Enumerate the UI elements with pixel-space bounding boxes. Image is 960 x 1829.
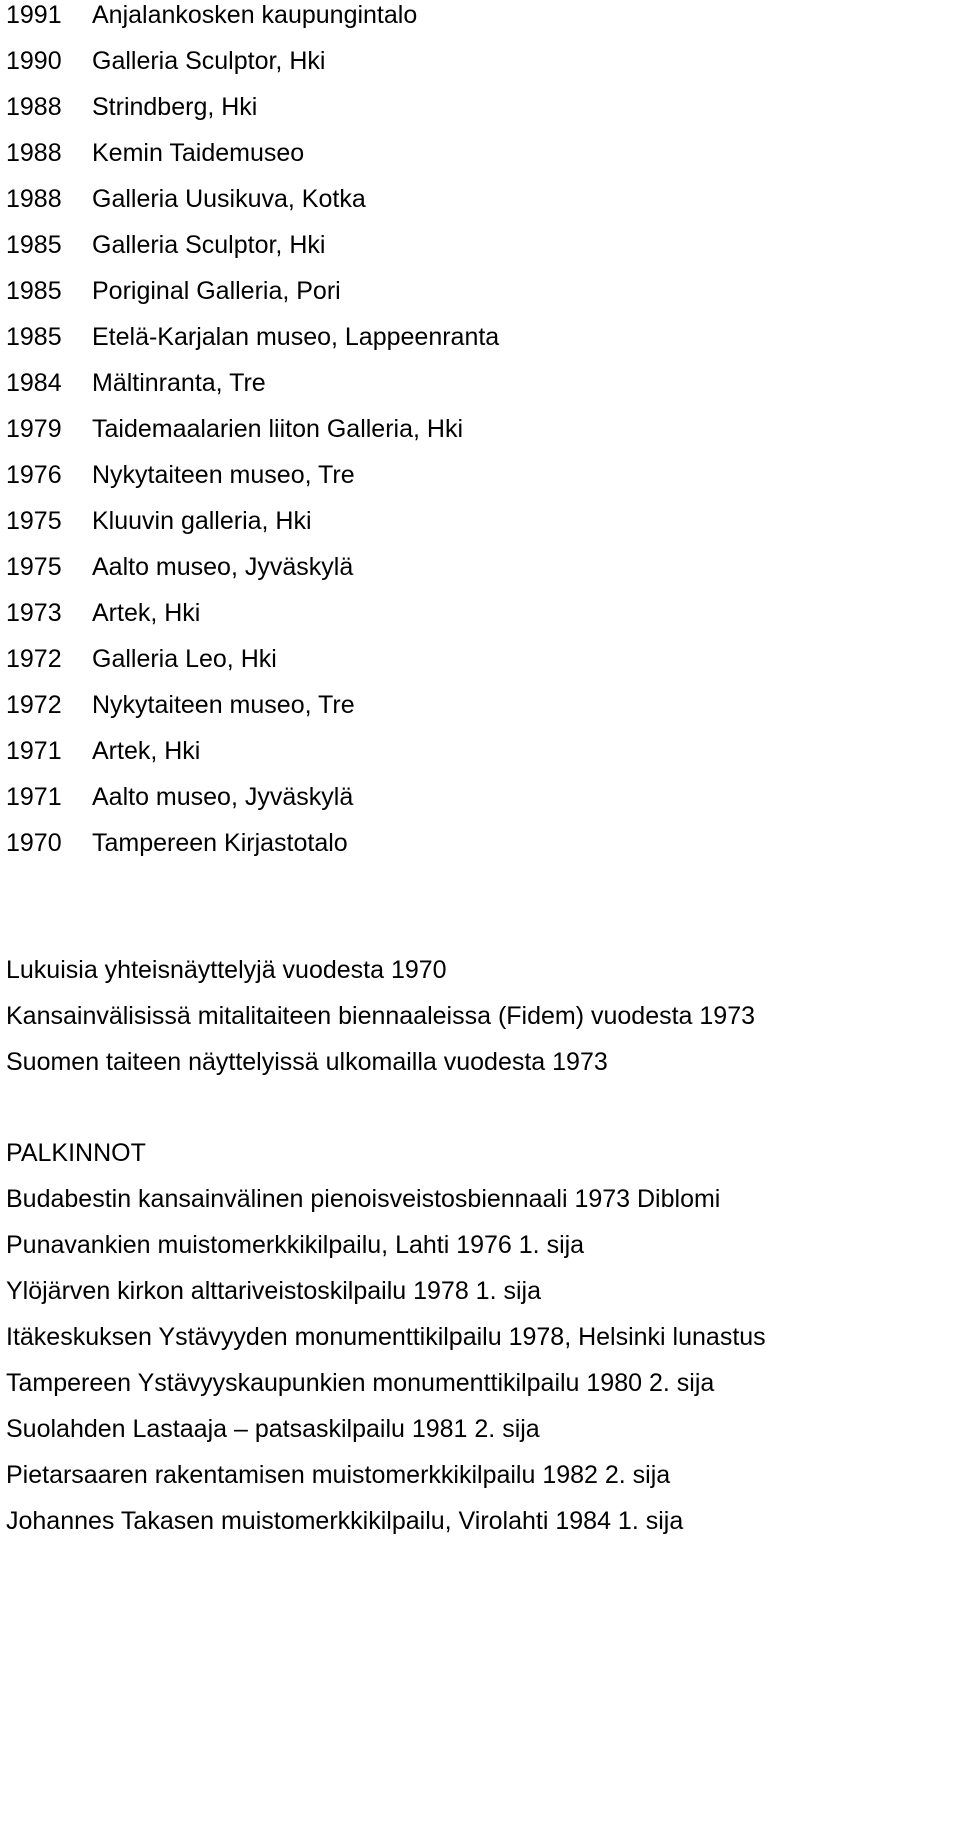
exhibition-line [6,552,353,582]
exhibition-year: 1985 [6,277,62,305]
exhibition-line [6,782,353,812]
exhibition-year: 1979 [6,415,62,443]
exhibition-venue: Anjalankosken kaupungintalo [92,1,418,29]
exhibition-year: 1975 [6,553,62,581]
exhibition-venue: Galleria Leo, Hki [92,645,277,673]
exhibition-line [6,46,325,76]
exhibition-venue: Aalto museo, Jyväskylä [92,783,354,811]
exhibition-line [6,368,266,398]
award-item: Itäkeskuksen Ystävyyden monumenttikilpailu 1978, Helsinki lunastus [6,1323,766,1351]
exhibition-line [6,644,277,674]
exhibition-line [6,0,417,30]
exhibition-line [6,460,355,490]
group-exhibitions-line: Suomen taiteen näyttelyissä ulkomailla vuodesta 1973 [6,1048,608,1076]
exhibition-venue: Kluuvin galleria, Hki [92,507,312,535]
exhibition-line [6,690,355,720]
exhibition-venue: Mältinranta, Tre [92,369,266,397]
exhibition-year: 1975 [6,507,62,535]
exhibition-line [6,736,200,766]
exhibition-venue: Galleria Sculptor, Hki [92,47,326,75]
award-item: Budabestin kansainvälinen pienoisveistosbiennaali 1973 Diblomi [6,1185,721,1213]
exhibition-line [6,138,304,168]
exhibition-line [6,828,348,858]
award-item: Suolahden Lastaaja – patsaskilpailu 1981 2. sija [6,1415,540,1443]
exhibition-venue: Aalto museo, Jyväskylä [92,553,354,581]
exhibition-venue: Nykytaiteen museo, Tre [92,691,355,719]
exhibition-line [6,276,341,306]
exhibition-line [6,92,257,122]
exhibition-year: 1972 [6,645,62,673]
award-item: Punavankien muistomerkkikilpailu, Lahti 1976 1. sija [6,1231,585,1259]
exhibition-year: 1991 [6,1,62,29]
exhibition-year: 1971 [6,783,62,811]
exhibition-venue: Galleria Sculptor, Hki [92,231,326,259]
exhibition-year: 1988 [6,185,62,213]
exhibition-year: 1988 [6,139,62,167]
exhibition-line [6,414,463,444]
exhibition-year: 1971 [6,737,62,765]
exhibition-venue: Kemin Taidemuseo [92,139,305,167]
exhibition-venue: Galleria Uusikuva, Kotka [92,185,366,213]
awards-heading: PALKINNOT [6,1139,146,1167]
exhibition-year: 1973 [6,599,62,627]
exhibition-venue: Etelä-Karjalan museo, Lappeenranta [92,323,500,351]
exhibition-line [6,322,499,352]
exhibition-venue: Taidemaalarien liiton Galleria, Hki [92,415,463,443]
group-exhibitions-line: Lukuisia yhteisnäyttelyjä vuodesta 1970 [6,956,447,984]
award-item: Ylöjärven kirkon alttariveistoskilpailu 1978 1. sija [6,1277,541,1305]
exhibition-venue: Nykytaiteen museo, Tre [92,461,355,489]
exhibition-year: 1984 [6,369,62,397]
exhibition-year: 1985 [6,323,62,351]
award-item: Tampereen Ystävyyskaupunkien monumenttikilpailu 1980 2. sija [6,1369,715,1397]
exhibition-venue: Artek, Hki [92,737,201,765]
award-item: Johannes Takasen muistomerkkikilpailu, Virolahti 1984 1. sija [6,1507,684,1535]
exhibition-line [6,230,325,260]
exhibition-year: 1972 [6,691,62,719]
exhibition-venue: Tampereen Kirjastotalo [92,829,348,857]
group-exhibitions-line: Kansainvälisissä mitalitaiteen biennaaleissa (Fidem) vuodesta 1973 [6,1002,756,1030]
exhibition-year: 1970 [6,829,62,857]
exhibition-year: 1976 [6,461,62,489]
exhibition-year: 1985 [6,231,62,259]
exhibition-venue: Strindberg, Hki [92,93,258,121]
exhibition-venue: Artek, Hki [92,599,201,627]
exhibition-year: 1990 [6,47,62,75]
exhibition-year: 1988 [6,93,62,121]
award-item: Pietarsaaren rakentamisen muistomerkkikilpailu 1982 2. sija [6,1461,671,1489]
exhibition-line [6,184,366,214]
exhibition-line [6,598,200,628]
exhibition-venue: Poriginal Galleria, Pori [92,277,341,305]
exhibition-line [6,506,312,536]
